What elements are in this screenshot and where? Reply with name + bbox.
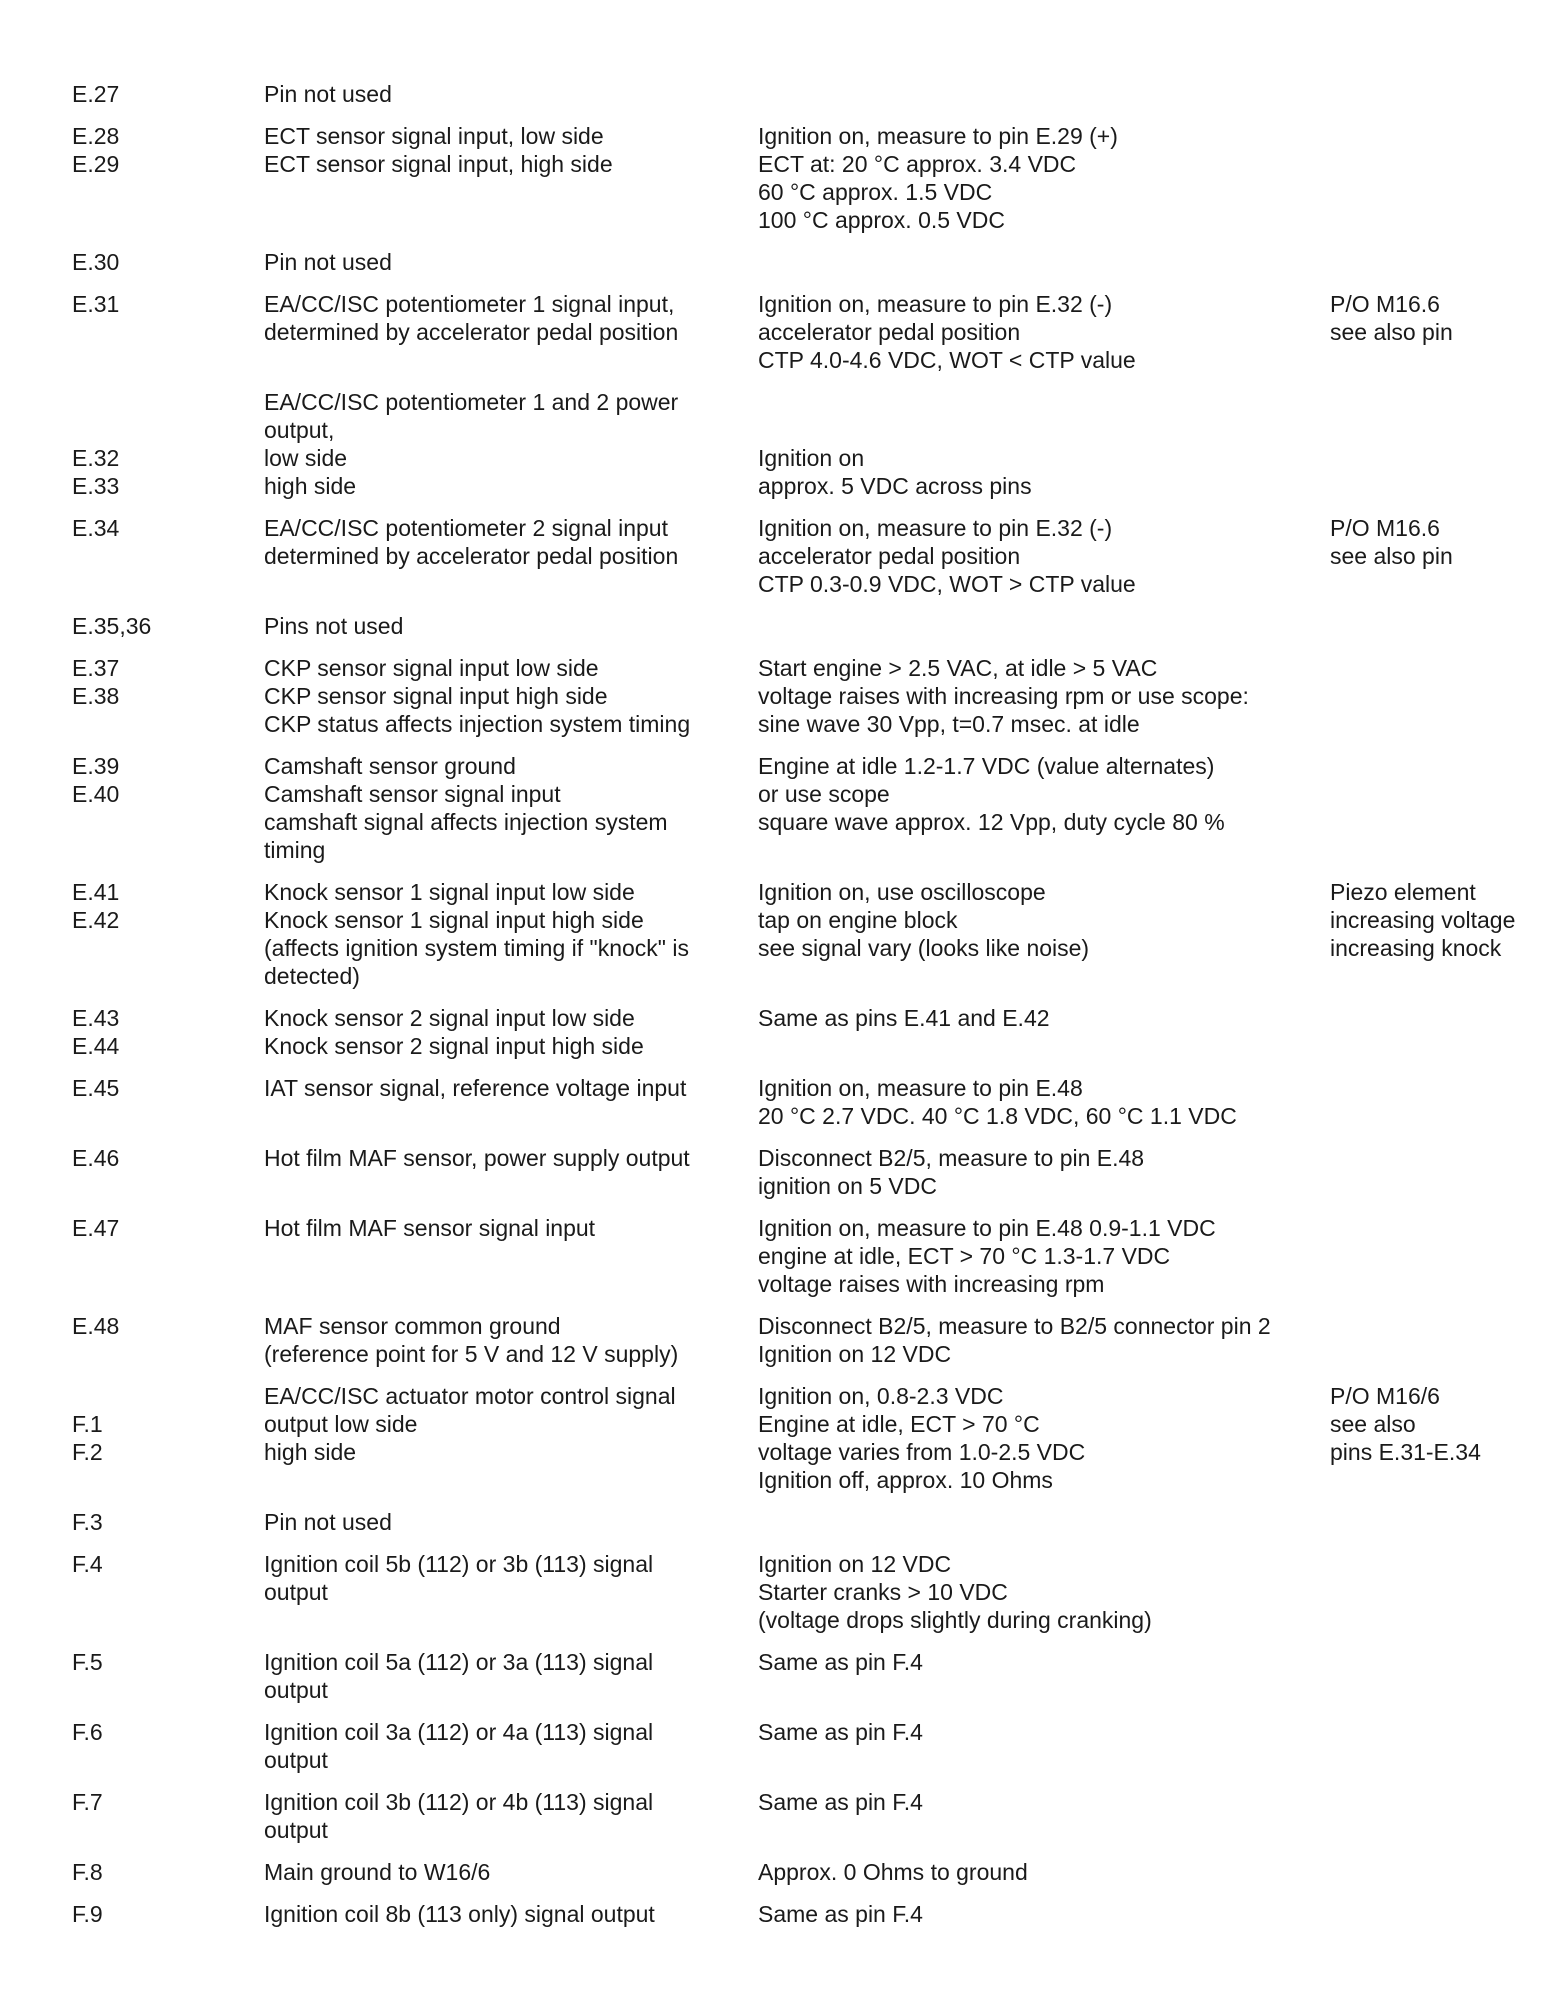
test-condition-line: Ignition on, measure to pin E.32 (-) bbox=[758, 291, 1113, 317]
test-condition-line: (voltage drops slightly during cranking) bbox=[758, 1607, 1152, 1633]
test-condition-line: ignition on 5 VDC bbox=[758, 1173, 937, 1199]
description-line: Pins not used bbox=[264, 613, 404, 639]
description-line: Ignition coil 3b (112) or 4b (113) signal bbox=[264, 1789, 654, 1815]
test-condition-line: Approx. 0 Ohms to ground bbox=[758, 1859, 1028, 1885]
test-condition-line: Ignition on 12 VDC bbox=[758, 1341, 952, 1367]
description-cell bbox=[264, 654, 690, 738]
pin-cell bbox=[72, 1788, 103, 1816]
test-condition-line: accelerator pedal position bbox=[758, 319, 1021, 345]
description-cell bbox=[264, 1508, 392, 1536]
pin-line bbox=[72, 388, 119, 416]
note-line: see also pin bbox=[1330, 543, 1453, 569]
pin-line: F.3 bbox=[72, 1509, 103, 1535]
description-line: output low side bbox=[264, 1411, 418, 1437]
description-line: timing bbox=[264, 837, 326, 863]
description-line: camshaft signal affects injection system bbox=[264, 809, 668, 835]
description-line: (reference point for 5 V and 12 V supply) bbox=[264, 1341, 679, 1367]
test-condition-line: Ignition on, use oscilloscope bbox=[758, 879, 1046, 905]
test-condition-line: or use scope bbox=[758, 781, 890, 807]
test-condition-line: 20 °C 2.7 VDC. 40 °C 1.8 VDC, 60 °C 1.1 VDC bbox=[758, 1103, 1237, 1129]
test-condition-line bbox=[758, 416, 1032, 444]
description-cell bbox=[264, 1900, 655, 1928]
test-condition-line: CTP 0.3-0.9 VDC, WOT > CTP value bbox=[758, 571, 1136, 597]
pin-line: E.28 bbox=[72, 123, 120, 149]
test-condition-cell bbox=[758, 1214, 1216, 1298]
test-condition-cell bbox=[758, 1004, 1050, 1032]
test-condition-line: Starter cranks > 10 VDC bbox=[758, 1579, 1008, 1605]
pin-line: E.31 bbox=[72, 291, 120, 317]
pin-cell bbox=[72, 1550, 103, 1578]
pin-line bbox=[72, 1382, 103, 1410]
pin-cell bbox=[72, 122, 119, 178]
pin-cell bbox=[72, 612, 151, 640]
description-line: ECT sensor signal input, low side bbox=[264, 123, 604, 149]
description-line: Knock sensor 1 signal input high side bbox=[264, 907, 644, 933]
test-condition-cell bbox=[758, 1858, 1028, 1886]
note-line: P/O M16.6 bbox=[1330, 291, 1440, 317]
description-line: Main ground to W16/6 bbox=[264, 1859, 491, 1885]
test-condition-line: CTP 4.0-4.6 VDC, WOT < CTP value bbox=[758, 347, 1136, 373]
description-cell bbox=[264, 122, 613, 178]
description-cell bbox=[264, 388, 678, 500]
note-cell bbox=[1330, 290, 1568, 346]
pin-cell bbox=[72, 1004, 119, 1060]
pin-cell bbox=[72, 1214, 119, 1242]
test-condition-cell bbox=[758, 122, 1118, 234]
pin-cell bbox=[72, 752, 119, 808]
pin-cell bbox=[72, 1508, 103, 1536]
description-cell bbox=[264, 1788, 653, 1844]
test-condition-line: sine wave 30 Vpp, t=0.7 msec. at idle bbox=[758, 711, 1140, 737]
pin-cell bbox=[72, 1312, 119, 1340]
description-cell bbox=[264, 1144, 690, 1172]
description-line: determined by accelerator pedal position bbox=[264, 319, 679, 345]
description-line: Pin not used bbox=[264, 249, 392, 275]
description-line: CKP sensor signal input low side bbox=[264, 655, 599, 681]
test-condition-line: Same as pin F.4 bbox=[758, 1789, 923, 1815]
pin-line: E.33 bbox=[72, 473, 120, 499]
test-condition-line: voltage raises with increasing rpm bbox=[758, 1271, 1105, 1297]
description-line: IAT sensor signal, reference voltage input bbox=[264, 1075, 687, 1101]
description-line: EA/CC/ISC potentiometer 1 and 2 power bbox=[264, 389, 679, 415]
pin-line: F.2 bbox=[72, 1439, 103, 1465]
description-line: Pin not used bbox=[264, 1509, 392, 1535]
pin-line: F.4 bbox=[72, 1551, 103, 1577]
pin-line: F.7 bbox=[72, 1789, 103, 1815]
pin-line: E.38 bbox=[72, 683, 120, 709]
pin-cell bbox=[72, 388, 119, 500]
description-cell bbox=[264, 1312, 678, 1368]
pin-cell bbox=[72, 1144, 119, 1172]
test-condition-cell bbox=[758, 1550, 1152, 1634]
pin-line: E.46 bbox=[72, 1145, 120, 1171]
test-condition-cell bbox=[758, 514, 1136, 598]
test-condition-line: Engine at idle, ECT > 70 °C bbox=[758, 1411, 1040, 1437]
test-condition-cell bbox=[758, 1648, 923, 1676]
test-condition-cell bbox=[758, 1788, 923, 1816]
description-line: Ignition coil 3a (112) or 4a (113) signal bbox=[264, 1719, 654, 1745]
pin-line: E.37 bbox=[72, 655, 120, 681]
pin-cell bbox=[72, 80, 119, 108]
test-condition-line: 100 °C approx. 0.5 VDC bbox=[758, 207, 1005, 233]
description-cell bbox=[264, 1214, 595, 1242]
pin-line: F.9 bbox=[72, 1901, 103, 1927]
description-line: output, bbox=[264, 417, 335, 443]
description-line: Knock sensor 2 signal input high side bbox=[264, 1033, 644, 1059]
test-condition-line: Ignition on, measure to pin E.32 (-) bbox=[758, 515, 1113, 541]
pin-line: E.39 bbox=[72, 753, 120, 779]
description-line: Ignition coil 8b (113 only) signal output bbox=[264, 1901, 655, 1927]
test-condition-line: Ignition on, measure to pin E.48 0.9-1.1 VDC bbox=[758, 1215, 1216, 1241]
test-condition-line: Same as pin F.4 bbox=[758, 1649, 923, 1675]
description-line: CKP status affects injection system timing bbox=[264, 711, 691, 737]
test-condition-cell bbox=[758, 654, 1249, 738]
pin-cell bbox=[72, 290, 119, 318]
description-line: Ignition coil 5b (112) or 3b (113) signal bbox=[264, 1551, 654, 1577]
note-cell bbox=[1330, 514, 1568, 570]
pin-line: E.45 bbox=[72, 1075, 120, 1101]
description-cell bbox=[264, 514, 678, 570]
note-line: see also pin bbox=[1330, 319, 1453, 345]
pin-line: E.40 bbox=[72, 781, 120, 807]
test-condition-line: Disconnect B2/5, measure to pin E.48 bbox=[758, 1145, 1145, 1171]
pin-line: E.29 bbox=[72, 151, 120, 177]
test-condition-line: Engine at idle 1.2-1.7 VDC (value alternates) bbox=[758, 753, 1215, 779]
pin-line: E.44 bbox=[72, 1033, 120, 1059]
description-line: high side bbox=[264, 473, 357, 499]
description-cell bbox=[264, 1382, 676, 1466]
pin-line: E.48 bbox=[72, 1313, 120, 1339]
description-cell bbox=[264, 80, 392, 108]
pin-line: E.35,36 bbox=[72, 613, 152, 639]
test-condition-line: voltage varies from 1.0-2.5 VDC bbox=[758, 1439, 1086, 1465]
description-line: ECT sensor signal input, high side bbox=[264, 151, 613, 177]
test-condition-line: Same as pins E.41 and E.42 bbox=[758, 1005, 1050, 1031]
test-condition-line: voltage raises with increasing rpm or use scope: bbox=[758, 683, 1249, 709]
pin-cell bbox=[72, 654, 119, 710]
pin-cell bbox=[72, 514, 119, 542]
test-condition-line: Ignition on, measure to pin E.48 bbox=[758, 1075, 1083, 1101]
description-cell bbox=[264, 1004, 644, 1060]
description-line: determined by accelerator pedal position bbox=[264, 543, 679, 569]
note-line: P/O M16/6 bbox=[1330, 1383, 1440, 1409]
test-condition-cell bbox=[758, 1074, 1237, 1130]
pin-cell bbox=[72, 1718, 103, 1746]
description-line: output bbox=[264, 1677, 328, 1703]
description-cell bbox=[264, 1858, 490, 1886]
description-cell bbox=[264, 752, 668, 864]
pin-cell bbox=[72, 1900, 103, 1928]
test-condition-cell bbox=[758, 290, 1136, 374]
pin-line: E.42 bbox=[72, 907, 120, 933]
description-line: Camshaft sensor ground bbox=[264, 753, 516, 779]
description-line: low side bbox=[264, 445, 348, 471]
description-cell bbox=[264, 290, 678, 346]
description-line: Knock sensor 1 signal input low side bbox=[264, 879, 635, 905]
note-line: P/O M16.6 bbox=[1330, 515, 1440, 541]
pin-line: F.1 bbox=[72, 1411, 103, 1437]
note-cell bbox=[1330, 878, 1568, 962]
pin-cell bbox=[72, 1382, 103, 1466]
test-condition-line: Same as pin F.4 bbox=[758, 1901, 923, 1927]
description-cell bbox=[264, 878, 689, 990]
description-line: Pin not used bbox=[264, 81, 392, 107]
note-line: Piezo element bbox=[1330, 879, 1476, 905]
description-cell bbox=[264, 248, 392, 276]
description-line: Hot film MAF sensor, power supply output bbox=[264, 1145, 690, 1171]
description-line: Camshaft sensor signal input bbox=[264, 781, 561, 807]
test-condition-line: ECT at: 20 °C approx. 3.4 VDC bbox=[758, 151, 1077, 177]
test-condition-cell bbox=[758, 1718, 923, 1746]
description-cell bbox=[264, 1074, 686, 1102]
description-cell bbox=[264, 1718, 653, 1774]
test-condition-line: approx. 5 VDC across pins bbox=[758, 473, 1032, 499]
description-line: output bbox=[264, 1579, 328, 1605]
pin-line: E.32 bbox=[72, 445, 120, 471]
pin-cell bbox=[72, 1648, 103, 1676]
test-condition-line: Ignition off, approx. 10 Ohms bbox=[758, 1467, 1053, 1493]
test-condition-line: Ignition on, measure to pin E.29 (+) bbox=[758, 123, 1118, 149]
note-cell bbox=[1330, 1382, 1568, 1466]
test-condition-line: see signal vary (looks like noise) bbox=[758, 935, 1090, 961]
pin-cell bbox=[72, 878, 119, 934]
test-condition-cell bbox=[758, 1144, 1144, 1200]
pin-line: E.41 bbox=[72, 879, 120, 905]
test-condition-cell bbox=[758, 878, 1089, 962]
description-line: Hot film MAF sensor signal input bbox=[264, 1215, 596, 1241]
test-condition-line: tap on engine block bbox=[758, 907, 958, 933]
test-condition-line: Ignition on, 0.8-2.3 VDC bbox=[758, 1383, 1004, 1409]
description-line: detected) bbox=[264, 963, 360, 989]
pin-line: E.27 bbox=[72, 81, 120, 107]
description-line: Knock sensor 2 signal input low side bbox=[264, 1005, 635, 1031]
note-line: pins E.31-E.34 bbox=[1330, 1439, 1481, 1465]
description-line: (affects ignition system timing if "knock" is bbox=[264, 935, 689, 961]
description-line: output bbox=[264, 1817, 328, 1843]
test-condition-line: Start engine > 2.5 VAC, at idle > 5 VAC bbox=[758, 655, 1158, 681]
test-condition-line: Ignition on 12 VDC bbox=[758, 1551, 952, 1577]
test-condition-line: Ignition on bbox=[758, 445, 865, 471]
test-condition-line: accelerator pedal position bbox=[758, 543, 1021, 569]
note-line: increasing knock bbox=[1330, 935, 1502, 961]
description-line: output bbox=[264, 1747, 328, 1773]
test-condition-cell bbox=[758, 1312, 1271, 1368]
description-line: EA/CC/ISC potentiometer 1 signal input, bbox=[264, 291, 675, 317]
test-condition-cell bbox=[758, 1900, 923, 1928]
pin-cell bbox=[72, 1858, 103, 1886]
note-line: increasing voltage bbox=[1330, 907, 1516, 933]
test-condition-line: 60 °C approx. 1.5 VDC bbox=[758, 179, 993, 205]
pin-line: F.5 bbox=[72, 1649, 103, 1675]
description-line: EA/CC/ISC potentiometer 2 signal input bbox=[264, 515, 668, 541]
pin-cell bbox=[72, 248, 119, 276]
test-condition-cell bbox=[758, 752, 1225, 836]
description-line: Ignition coil 5a (112) or 3a (113) signal bbox=[264, 1649, 654, 1675]
test-condition-line: Same as pin F.4 bbox=[758, 1719, 923, 1745]
note-line: see also bbox=[1330, 1411, 1416, 1437]
pin-line: E.30 bbox=[72, 249, 120, 275]
description-line: MAF sensor common ground bbox=[264, 1313, 561, 1339]
test-condition-line: Disconnect B2/5, measure to B2/5 connector pin 2 bbox=[758, 1313, 1271, 1339]
description-cell bbox=[264, 612, 403, 640]
description-line: EA/CC/ISC actuator motor control signal bbox=[264, 1383, 676, 1409]
test-condition-cell bbox=[758, 1382, 1085, 1494]
pin-line: F.8 bbox=[72, 1859, 103, 1885]
pin-line: E.34 bbox=[72, 515, 120, 541]
description-line: CKP sensor signal input high side bbox=[264, 683, 608, 709]
test-condition-line: square wave approx. 12 Vpp, duty cycle 80 % bbox=[758, 809, 1225, 835]
description-line: high side bbox=[264, 1439, 357, 1465]
description-cell bbox=[264, 1648, 653, 1704]
pin-cell bbox=[72, 1074, 119, 1102]
test-condition-cell bbox=[758, 388, 1032, 500]
pin-line: E.47 bbox=[72, 1215, 120, 1241]
test-condition-line: engine at idle, ECT > 70 °C 1.3-1.7 VDC bbox=[758, 1243, 1171, 1269]
pin-line: F.6 bbox=[72, 1719, 103, 1745]
test-condition-line bbox=[758, 388, 1032, 416]
description-cell bbox=[264, 1550, 653, 1606]
pin-line bbox=[72, 416, 119, 444]
pin-line: E.43 bbox=[72, 1005, 120, 1031]
